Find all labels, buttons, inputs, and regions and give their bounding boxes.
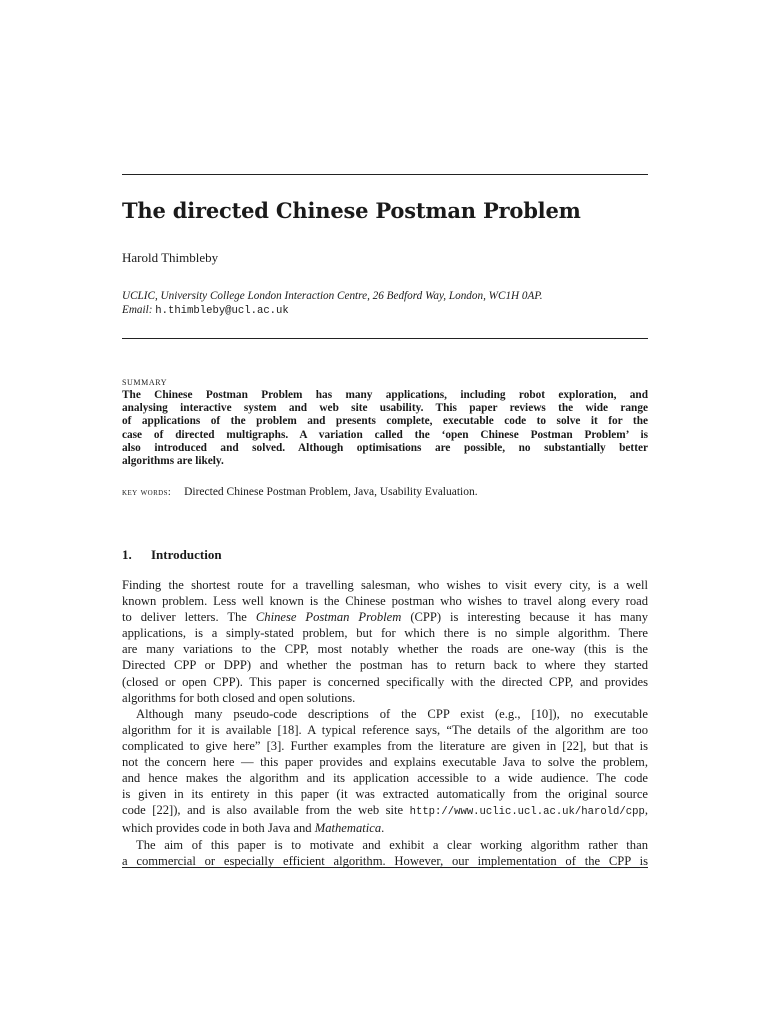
body-line: algorithms for both closed and open solutions. bbox=[122, 690, 356, 705]
body-line: and hence makes the algorithm and its application accessible to a wide audience. The code bbox=[122, 771, 648, 786]
body-line: Directed CPP or DPP) and whether the postman has to return back to where they started bbox=[122, 658, 648, 673]
abstract-line: analysing interactive system and web site usability. This paper reviews the wide range bbox=[122, 402, 648, 415]
abstract-line: case of directed multigraphs. A variation called the ‘open Chinese Postman Problem’ is bbox=[122, 428, 648, 441]
body-line: complicated to give here” [3]. Further examples from the literature are given in [22], but that is bbox=[122, 738, 648, 753]
body-line: The aim of this paper is to motivate and exhibit a clear working algorithm rather than bbox=[136, 837, 648, 852]
keywords-label: key words: bbox=[122, 487, 172, 498]
web-site-link[interactable]: http://www.uclic.ucl.ac.uk/harold/cpp bbox=[409, 806, 645, 819]
section-number: 1. bbox=[122, 547, 132, 562]
section-title: Introduction bbox=[151, 547, 222, 562]
abstract-line: of applications of the problem and presents complete, executable code to solve it for the bbox=[122, 415, 648, 428]
footer-rule bbox=[122, 867, 648, 868]
section-heading bbox=[122, 547, 222, 563]
abstract-line: The Chinese Postman Problem has many applications, including robot exploration, and bbox=[122, 389, 648, 401]
body-line: a commercial or especially efficient algorithm. However, our implementation of the CPP is bbox=[122, 853, 648, 868]
keywords bbox=[122, 486, 478, 498]
affiliation-block bbox=[122, 290, 543, 318]
body-line: are many variations to the CPP, most notably whether the roads are one-way (this is the bbox=[122, 642, 648, 657]
body-line: applications, is a simply-stated problem, but for which there is no simple algorithm. There bbox=[122, 626, 648, 641]
body-line: Although many pseudo-code descriptions of the CPP exist (e.g., [10]), no executable bbox=[136, 706, 648, 721]
body-line bbox=[122, 609, 648, 625]
summary-abstract bbox=[122, 389, 648, 468]
mathematica-term: Mathematica bbox=[314, 821, 382, 836]
cpp-term: Chinese Postman Problem bbox=[255, 610, 402, 625]
body-fragment: (CPP) is interesting because it has many bbox=[410, 610, 649, 625]
body-text bbox=[122, 577, 648, 869]
body-line: Finding the shortest route for a travelling salesman, who wishes to visit every city, is a well bbox=[122, 578, 648, 592]
body-fragment: code [22]), and is also available from the web site bbox=[122, 803, 404, 818]
body-fragment: which provides code in both Java and bbox=[122, 821, 312, 836]
top-rule bbox=[122, 174, 648, 175]
body-line: algorithm for it is available [18]. A typical reference says, “The details of the algorithm are too bbox=[122, 722, 648, 737]
paper-page bbox=[122, 0, 648, 1024]
body-fragment: , bbox=[644, 803, 648, 818]
email-line bbox=[122, 304, 543, 319]
email-address[interactable]: h.thimbleby@ucl.ac.uk bbox=[155, 304, 289, 317]
body-fragment: to deliver letters. The bbox=[122, 610, 247, 625]
abstract-line: also introduced and solved. Although optimisations are possible, no substantially better bbox=[122, 441, 648, 454]
body-line: (closed or open CPP). This paper is concerned specifically with the directed CPP, and provides bbox=[122, 674, 648, 689]
author-name: Harold Thimbleby bbox=[122, 250, 219, 265]
affiliation: UCLIC, University College London Interaction Centre, 26 Bedford Way, London, WC1H 0AP. bbox=[122, 290, 543, 302]
body-line: not the concern here — this paper provides and explains executable Java to solve the problem, bbox=[122, 755, 648, 770]
body-fragment: . bbox=[381, 821, 385, 836]
email-label: Email: bbox=[122, 303, 153, 316]
summary-heading: summary bbox=[122, 374, 168, 388]
body-line bbox=[122, 802, 648, 820]
paper-title: The directed Chinese Postman Problem bbox=[122, 198, 581, 223]
header-bottom-rule bbox=[122, 338, 648, 339]
abstract-line: algorithms are likely. bbox=[122, 455, 224, 468]
keywords-value: Directed Chinese Postman Problem, Java, Usability Evaluation. bbox=[184, 486, 478, 498]
body-line: is given in its entirety in this paper (it was extracted automatically from the original source bbox=[122, 787, 648, 802]
body-line bbox=[122, 820, 648, 836]
body-line: known problem. Less well known is the Chinese postman who wishes to travel along every road bbox=[122, 594, 648, 609]
